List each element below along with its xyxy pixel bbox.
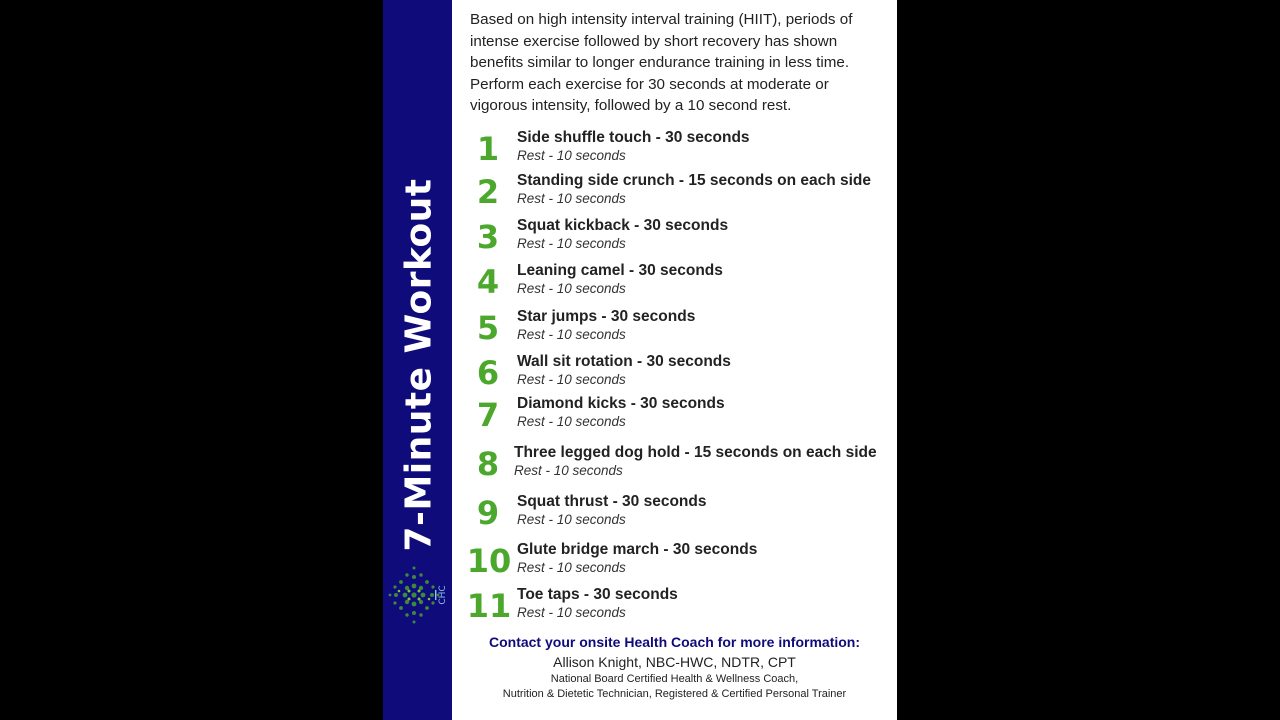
exercise-item <box>383 217 897 261</box>
exercise-rest: Rest - 10 seconds <box>517 148 626 163</box>
exercise-number: 4 <box>476 263 500 301</box>
exercise-item <box>383 541 897 585</box>
exercise-item <box>383 308 897 352</box>
exercise-rest: Rest - 10 seconds <box>517 281 626 296</box>
exercise-item <box>383 444 897 488</box>
coach-name: Allison Knight, NBC-HWC, NDTR, CPT <box>553 654 796 670</box>
exercise-number: 2 <box>476 173 500 211</box>
exercise-item <box>383 129 897 173</box>
exercise-number: 7 <box>476 396 500 434</box>
exercise-item <box>383 493 897 537</box>
exercise-name: Side shuffle touch - 30 seconds <box>517 129 750 146</box>
exercise-name: Three legged dog hold - 15 seconds on each side <box>514 444 877 461</box>
exercise-name: Leaning camel - 30 seconds <box>517 262 723 279</box>
exercise-number: 1 <box>476 130 500 168</box>
exercise-rest: Rest - 10 seconds <box>517 414 626 429</box>
flyer-title: 7-Minute Workout <box>398 178 440 552</box>
coach-credentials-line2: Nutrition & Dietetic Technician, Registered & Certified Personal Trainer <box>502 688 847 700</box>
contact-block <box>452 633 897 702</box>
exercise-number: 5 <box>476 309 500 347</box>
contact-heading: Contact your onsite Health Coach for more information: <box>488 634 861 650</box>
intro-paragraph: Based on high intensity interval training (HIIT), periods of intense exercise followed by short recovery has shown benefits similar to longer endurance training in less time. Perform each exercise for 30 seconds at moderate or vigorous intensity, followed by a 10 second rest. <box>470 11 853 114</box>
exercise-item <box>383 586 897 630</box>
exercise-item <box>383 172 897 216</box>
exercise-item <box>383 262 897 306</box>
workout-flyer <box>383 0 897 720</box>
exercise-name: Wall sit rotation - 30 seconds <box>517 353 731 370</box>
exercise-name: Squat kickback - 30 seconds <box>517 217 729 234</box>
exercise-name: Standing side crunch - 15 seconds on each side <box>517 172 872 189</box>
exercise-name: Diamond kicks - 30 seconds <box>517 395 725 412</box>
coach-credentials-line1: National Board Certified Health & Wellness Coach, <box>550 673 799 685</box>
exercise-item <box>383 353 897 397</box>
exercise-rest: Rest - 10 seconds <box>517 327 626 342</box>
exercise-number: 8 <box>476 445 500 483</box>
exercise-rest: Rest - 10 seconds <box>517 512 626 527</box>
logo-text: CHC <box>438 585 448 605</box>
exercise-number: 11 <box>466 587 512 625</box>
exercise-rest: Rest - 10 seconds <box>517 191 626 206</box>
exercise-rest: Rest - 10 seconds <box>517 605 626 620</box>
exercise-rest: Rest - 10 seconds <box>517 372 626 387</box>
exercise-name: Toe taps - 30 seconds <box>517 586 678 603</box>
exercise-rest: Rest - 10 seconds <box>517 560 626 575</box>
exercise-name: Glute bridge march - 30 seconds <box>517 541 758 558</box>
exercise-number: 9 <box>476 494 500 532</box>
exercise-rest: Rest - 10 seconds <box>517 236 626 251</box>
exercise-number: 6 <box>476 354 500 392</box>
exercise-item <box>383 395 897 439</box>
exercise-number: 10 <box>466 542 512 580</box>
exercise-name: Star jumps - 30 seconds <box>517 308 696 325</box>
exercise-rest: Rest - 10 seconds <box>514 463 623 478</box>
exercise-number: 3 <box>476 218 500 256</box>
exercise-name: Squat thrust - 30 seconds <box>517 493 707 510</box>
